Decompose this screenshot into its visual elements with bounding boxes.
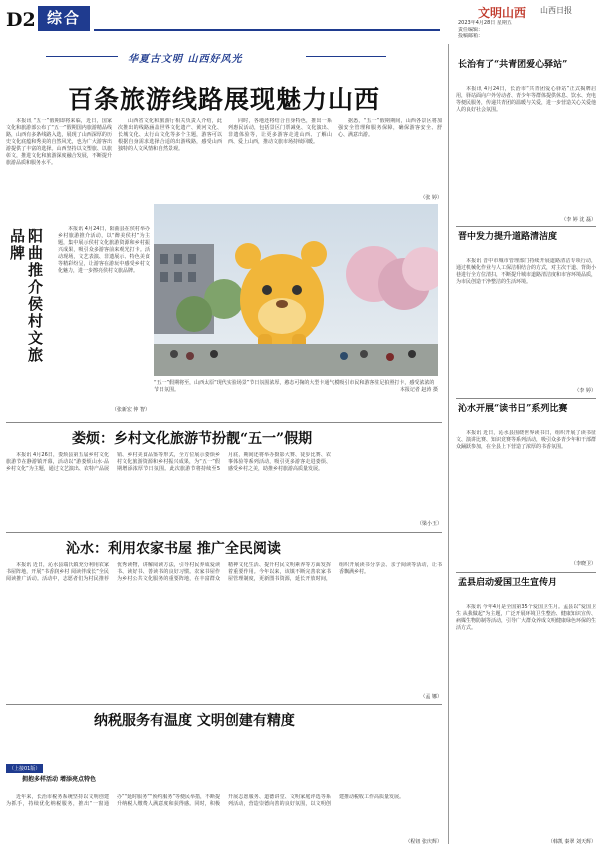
right-item2-text: 本报讯 晋中市城市管理部门持续开展道路清洁专项行动，通过机械化作业与人工保洁相结合的方式，对主次干道、背街小巷进行全方位清扫，不断提升城市道路清洁度和市容环境品质，为市民创造干净整洁的生活环境。 (456, 258, 596, 285)
divider-story4 (6, 704, 442, 705)
story4-headline: 纳税服务有温度 文明创建有精度 (94, 713, 295, 729)
lead-col-4 (338, 118, 442, 202)
header-info (458, 20, 593, 40)
right-item1-body (456, 86, 596, 216)
festival-photo (154, 204, 438, 376)
lead-paragraph-5: 据悉，“五一”假期期间，山西各景区将加强安全管理和服务保障，确保游客安全、舒心、满意出游。 (338, 118, 442, 138)
email-line: 投稿邮箱： (458, 33, 484, 39)
right-item1-byline: （李 婷 沈 磊） (561, 217, 596, 223)
lead-col-2 (118, 118, 222, 202)
story2-body (6, 452, 442, 522)
right-item4-text: 本报讯 今年4月是全国第35个爱国卫生月。孟县以“爱国卫生 从我做起”为主题，广泛开展环境卫生整治、健康知识宣传、病媒生物防制等活动，引导广大群众养成文明健康绿色环保的生活方式。 (456, 604, 596, 631)
right-item2-title: 晋中发力提升道路清洁度 (458, 232, 558, 242)
right-item2-byline: （李 婷） (574, 388, 596, 394)
photo-illustration (154, 204, 438, 376)
story4-body (6, 794, 442, 844)
main-headline: 百条旅游线路展现魅力山西 (67, 85, 380, 114)
story3-headline: 沁水：利用农家书屋 推广全民阅读 (66, 541, 281, 557)
header-rule (94, 29, 440, 31)
right-item3-title: 沁水开展“读书日”系列比赛 (458, 404, 568, 414)
right-col-divider (448, 44, 449, 844)
divider-story2 (6, 422, 442, 423)
side-story-byline: （张新宏 仲 智） (111, 407, 150, 413)
photo-caption (154, 380, 438, 394)
side-story-paragraph: 本报讯 4月24日，阳曲县在侯村举办乡村旅游推介活动，以“醉美侯村”为主题，集中展示侯村文化旅游资源和乡村振兴成果，吸引众多游客前来观光打卡。活动现场，文艺表演、非遗展示、特色美食等精彩纷呈，让游客在游玩中感受乡村文化魅力，进一步擦亮侯村文旅品牌。 (58, 226, 150, 274)
story3-text: 本报讯 近日，沁水县端氏镇充分利用农家书屋阵地，开展“书香润乡村 阅读伴成长”全民阅读推广活动。活动中，志愿者们为村民推荐优秀读物，讲解阅读方法，引导村民养成爱读书、读好书、善读书的良好习惯。农家书屋作为乡村公共文化服务的重要阵地，在丰富群众精神文化生活、提升村民文明素养等方面发挥着重要作用。今年以来，该镇不断完善农家书屋管理制度，更新图书资源，延长开放时间，组织开展读书分享会、亲子阅读等活动，让书香飘满乡村。 (6, 562, 442, 582)
page-header (0, 0, 600, 42)
lead-col-3 (228, 118, 332, 202)
story4-box (6, 764, 442, 844)
right-item1-title: 长治有了“共青团爱心驿站” (458, 60, 568, 70)
page-number: D2 (6, 9, 36, 31)
section-tag: 综合 (38, 6, 90, 31)
right-item4-body (456, 604, 596, 832)
right-item1-text: 本报讯 4月24日，长治市“共青团爱心驿站”正式揭牌启用，驿站面向户外劳动者、青少年等群体提供休息、饮水、充电等便民服务，传递共青团的温暖与关爱，进一步营造关心关爱他人的良好社会氛围。 (456, 86, 596, 113)
story3-byline: （孟 娜） (420, 694, 442, 700)
right-divider-1 (456, 226, 596, 227)
banner-line-left (46, 56, 118, 57)
story4-byline: （程钮 张庆辉） (405, 839, 442, 845)
lead-col-1 (6, 118, 112, 223)
photo-credit: 本报记者 赵涛 摄 (399, 387, 438, 393)
side-story-col (58, 226, 150, 406)
photo-caption-text: “五一”假期将至，山西太原“现代实验场景”节日氛围浓厚，憨态可掬的大型卡通气模吸引市民和游客驻足拍照打卡，感受浓浓的节日氛围。 (154, 380, 435, 393)
story4-subtitle: 拥抱多样活动 增添亮点特色 (21, 776, 97, 783)
right-divider-2 (456, 398, 596, 399)
theme-banner (6, 44, 442, 72)
right-divider-3 (456, 572, 596, 573)
lead-byline-1: （张 婷） (420, 195, 442, 201)
story2-headline: 娄烦：乡村文化旅游节扮靓“五一”假期 (72, 431, 313, 447)
brand-sub: 山西日报 (540, 6, 572, 15)
right-item3-text: 本报讯 近日，沁水县围绕世界读书日，组织开展了读书征文、演讲比赛、知识竞赛等系列活动，吸引众多青少年和干部群众踊跃参加，在全县上下营造了浓厚的书香氛围。 (456, 430, 596, 450)
story2-byline: （梁小玉） (416, 521, 442, 527)
right-item4-title: 孟县启动爱国卫生宣传月 (458, 578, 558, 588)
lead-paragraph-1: 本报讯 “五一”假期即将来临，近日，国家文化和旅游部公布了“五一”假期国内旅游精品线路，山西有多条线路入选，展现了山西深厚的历史文化底蕴和秀美的自然风光，也为广大游客出游提供了丰富的选择。山西坚持以文塑旅、以旅彰文，推进文化和旅游深度融合发展，不断提升旅游品质和服务水平。 (6, 118, 112, 166)
story3-body (6, 562, 442, 694)
right-item3-byline: （李晓卫） (570, 561, 596, 567)
story2-text: 本报讯 4月26日，娄烦县第五届乡村文化旅游节在静游镇开幕，活动以“游娄烦山水·品乡村文化”为主题，通过文艺演出、农特产品展销、乡村美食品鉴等形式，全方位展示娄烦乡村文化旅游资源和乡村振兴成果，为“五一”假期增添浓厚节日氛围。此次旅游节将持续至5月底，期间还将举办摄影大赛、徒步比赛、农事体验等系列活动，吸引更多游客走进娄烦、感受乡村之美，助推乡村旅游高质量发展。 (6, 452, 331, 472)
lead-paragraph-4: 同时，各地还将结合自身特色，推出一系列惠民活动，包括景区门票减免、文化演出、非遗体验等，让更多游客走进山西、了解山西、爱上山西，推动文旅市场持续回暖。 (228, 118, 332, 145)
story4-text: 近年来，长治市税务系统坚持以文明创建为抓手，持续优化纳税服务，推出“一窗通办”“延时服务”“预约服务”等便民举措，不断提升纳税人缴费人满意度和获得感。同时，积极开展志愿服务、道德讲堂、文明家庭评选等系列活动，营造崇德向善的良好氛围，以文明创建推动税收工作高质量发展。 (6, 794, 405, 807)
brand-logo: 文明山西 (478, 6, 527, 20)
right-item2-body (456, 258, 596, 386)
story4-section-label: （上接01版） (6, 764, 43, 773)
lead-paragraph-3: 山西省文化和旅游厅相关负责人介绍，此次推出的线路涵盖世界文化遗产、黄河文化、长城文化、太行山文化等多个主题，游客可以根据自身需求选择合适的出游线路，感受山西独特的人文风情和自然景观。 (118, 118, 222, 152)
divider-story3 (6, 532, 442, 533)
right-item4-byline: （韩凯 秦翠 刘天辉） (547, 839, 596, 845)
banner-line-right (306, 56, 386, 57)
banner-slogan: 华夏古文明 山西好风光 (128, 54, 243, 65)
date-line: 2023年4月28日 星期五 (458, 20, 512, 26)
editor-line: 责任编辑： (458, 26, 484, 33)
vertical-title: 阳曲推介侯村文旅品牌 (8, 228, 44, 364)
right-item3-body (456, 430, 596, 560)
